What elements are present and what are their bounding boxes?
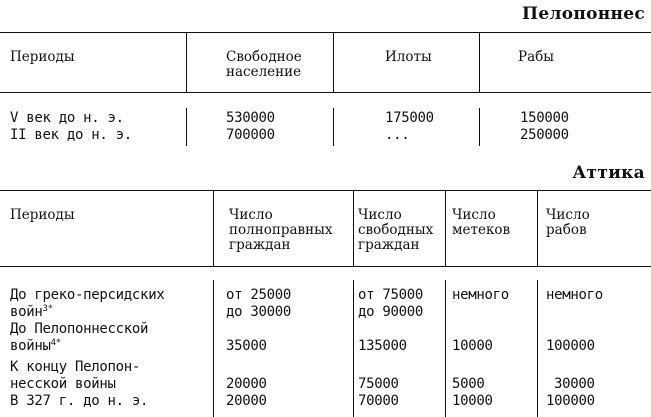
attica-row-full-citizens: 35000 — [226, 338, 267, 354]
attica-col-divider — [213, 190, 214, 266]
peloponnese-row-helots: 175000 — [385, 110, 434, 126]
attica-row-slaves: 100000 — [546, 393, 595, 409]
attica-row-period: К концу Пелопон- несской войны — [10, 359, 141, 392]
attica-top-rule — [0, 190, 651, 191]
peloponnese-row-slaves: 150000 — [520, 110, 569, 126]
attica-header-rule — [0, 266, 651, 267]
attica-col-divider — [353, 190, 354, 266]
peloponnese-col-divider — [479, 108, 480, 146]
peloponnese-col-divider — [186, 32, 187, 92]
attica-header-full-citizens: Число полноправных граждан — [229, 207, 333, 253]
attica-row-slaves: 100000 — [546, 338, 595, 354]
peloponnese-row-period: II век до н. э. — [10, 127, 132, 143]
peloponnese-header-period: Периоды — [10, 49, 75, 65]
peloponnese-header-helots: Илоты — [385, 49, 432, 65]
attica-header-period: Периоды — [10, 207, 75, 223]
attica-row-slaves: 30000 — [554, 376, 595, 392]
attica-row-free-citizens: от 75000 до 90000 — [358, 287, 424, 320]
attica-col-divider — [213, 280, 214, 417]
peloponnese-row-helots: ... — [385, 127, 410, 143]
attica-col-divider — [353, 280, 354, 417]
attica-row-period: До Пелопоннесской войны$^{4*}$ — [10, 321, 149, 354]
peloponnese-col-divider — [333, 108, 334, 146]
attica-row-free-citizens: 75000 — [358, 376, 399, 392]
footnote-marker: 3* — [42, 304, 53, 314]
peloponnese-row-slaves: 250000 — [520, 127, 569, 143]
attica-row-slaves: немного — [546, 287, 603, 303]
attica-row-free-citizens: 135000 — [358, 338, 407, 354]
attica-header-slaves: Число рабов — [546, 207, 590, 238]
attica-row-full-citizens: 20000 — [226, 393, 267, 409]
attica-row-full-citizens: 20000 — [226, 376, 267, 392]
peloponnese-col-divider — [479, 32, 480, 92]
peloponnese-title: Пелопоннес — [521, 4, 645, 24]
attica-row-metics: 5000 — [452, 376, 485, 392]
attica-col-divider — [445, 190, 446, 266]
peloponnese-row-period: V век до н. э. — [10, 110, 124, 126]
peloponnese-col-divider — [333, 32, 334, 92]
attica-row-metics: немного — [452, 287, 509, 303]
peloponnese-top-rule — [0, 32, 651, 33]
peloponnese-col-divider — [186, 108, 187, 146]
attica-header-free-citizens: Число свободных граждан — [358, 207, 434, 253]
attica-title: Аттика — [572, 163, 645, 183]
peloponnese-header-free: Свободное население — [226, 49, 302, 80]
attica-row-metics: 10000 — [452, 338, 493, 354]
attica-col-divider — [537, 190, 538, 266]
peloponnese-row-free: 700000 — [226, 127, 275, 143]
attica-row-free-citizens: 70000 — [358, 393, 399, 409]
attica-row-period: В 327 г. до н. э. — [10, 393, 149, 409]
peloponnese-row-free: 530000 — [226, 110, 275, 126]
peloponnese-header-slaves: Рабы — [518, 49, 555, 65]
attica-row-period: До греко-персидских войн$^{3*}$ — [10, 287, 165, 320]
attica-col-divider — [445, 280, 446, 417]
footnote-marker: 4* — [50, 338, 61, 348]
attica-header-metics: Число метеков — [452, 207, 511, 238]
peloponnese-header-rule — [0, 92, 651, 93]
attica-col-divider — [537, 280, 538, 417]
attica-row-metics: 10000 — [452, 393, 493, 409]
attica-row-full-citizens: от 25000 до 30000 — [226, 287, 292, 320]
